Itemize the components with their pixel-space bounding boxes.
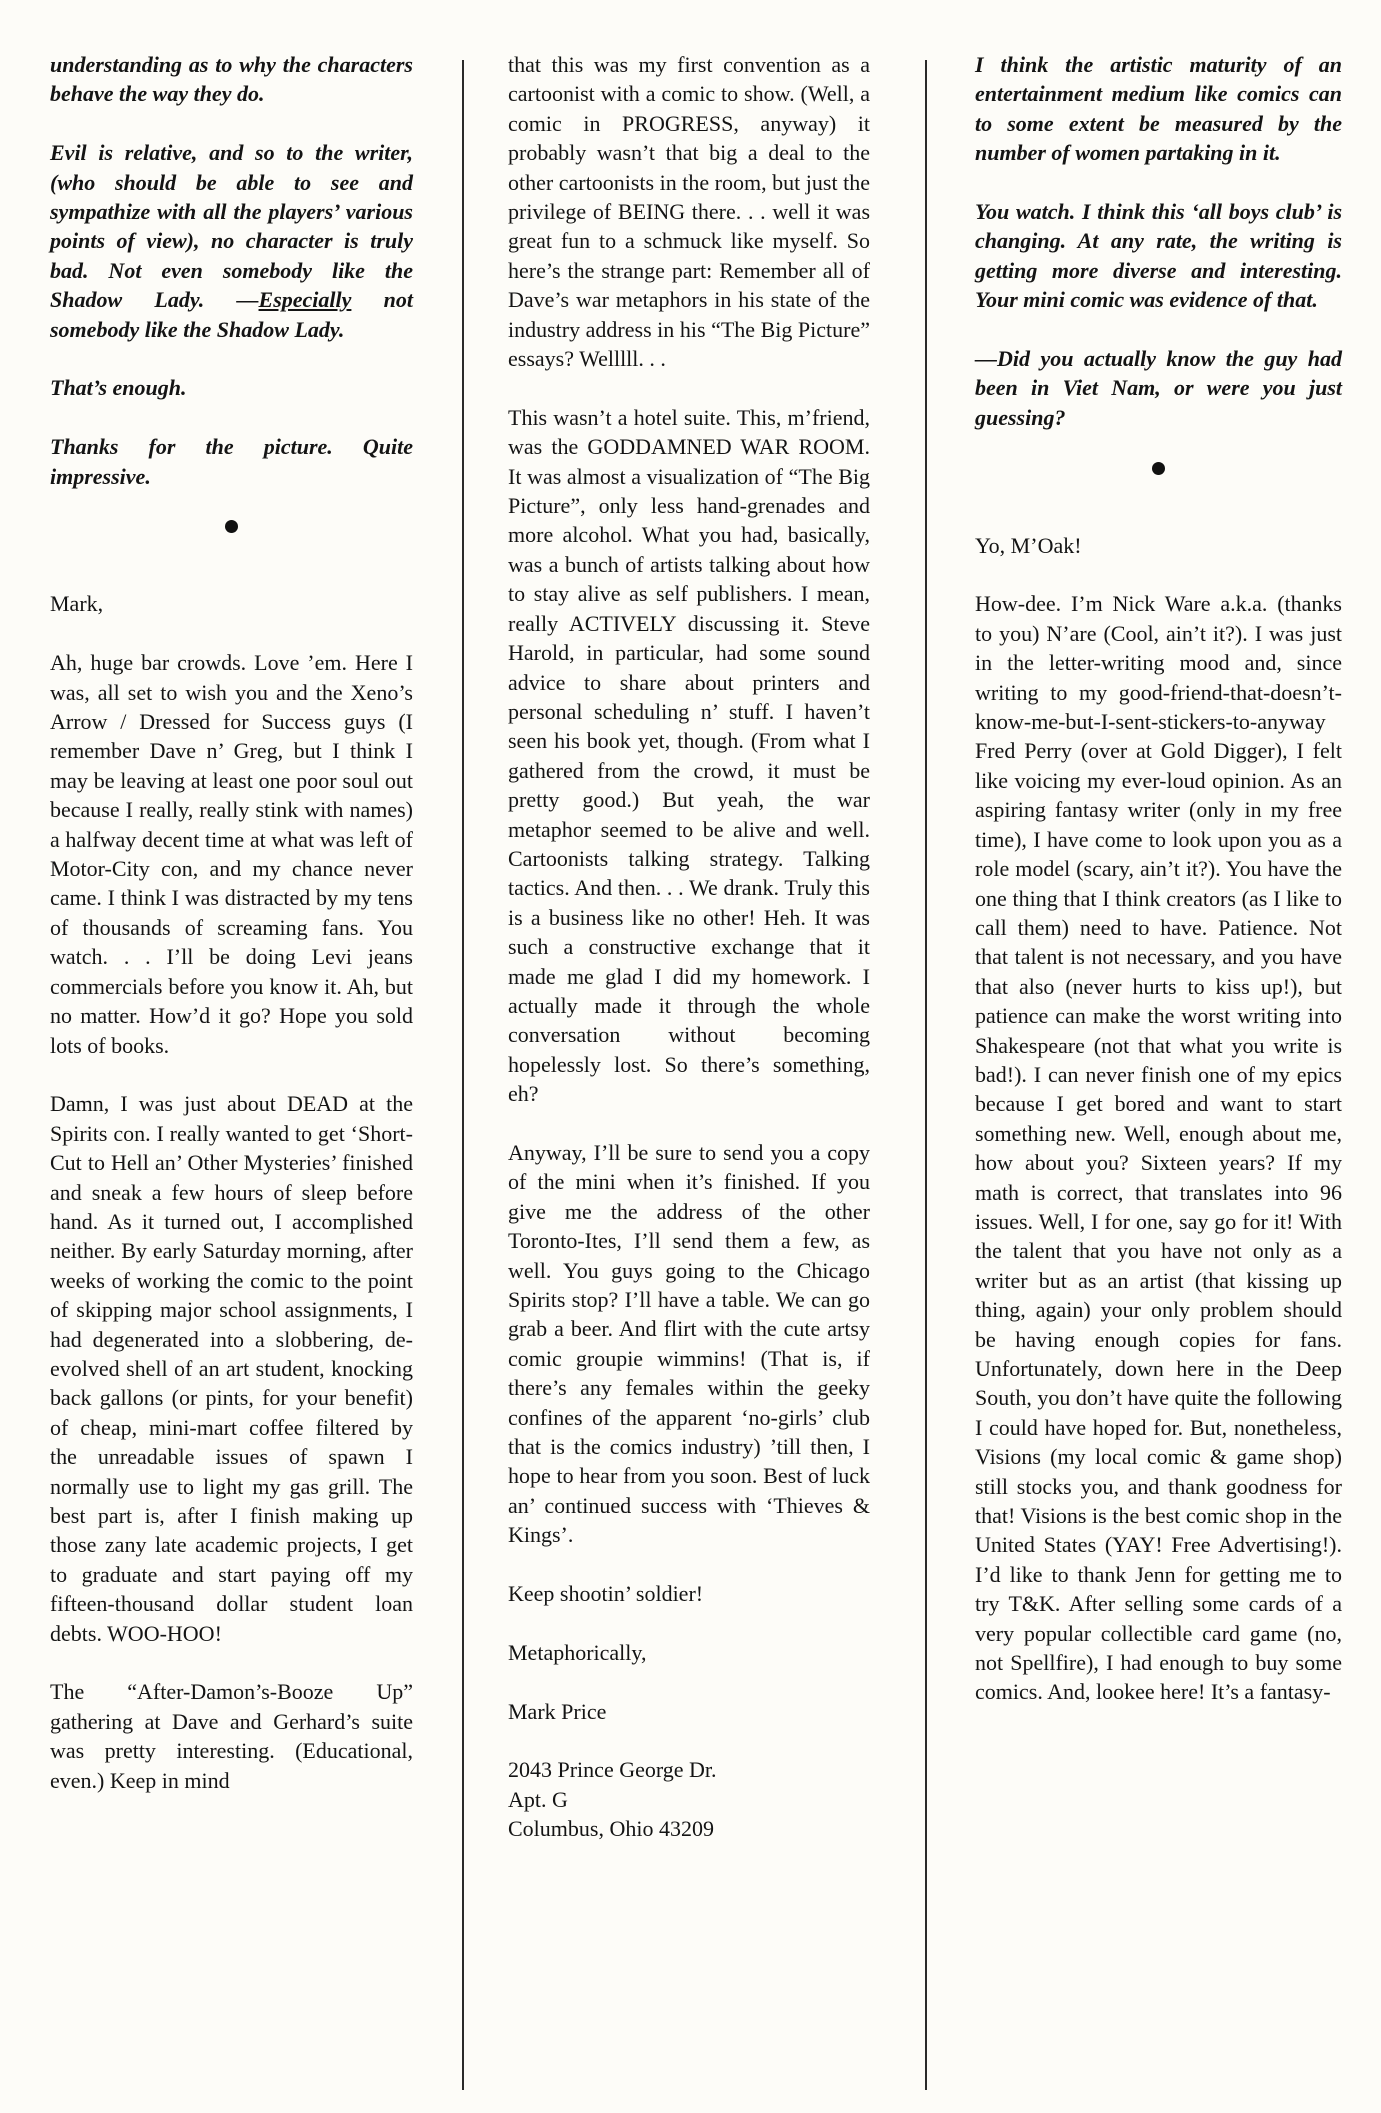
letter-closing: Keep shootin’ soldier! [508, 1581, 704, 1607]
left-column [50, 50, 413, 1824]
letter-paragraph: Anyway, I’ll be sure to send you a copy of the mini when it’s finished. If you give me the address of the other Toronto-Ites, I’ll send them a few, as well. You guys going to the Chicago Spirits stop? I’ll have a table. We can go grab a beer. And flirt with the cute artsy comic groupie wimmins! (That is, if there’s any females within the geeky confines of the apparent ‘no-girls’ club that is the comics industry) ’till then, I hope to hear from you soon. Best of luck an’ continued success with ‘Thieves & Kings’. [508, 1140, 870, 1548]
column-divider-left [462, 60, 464, 2090]
middle-column [508, 50, 870, 1873]
column-divider-right [925, 60, 927, 2090]
editor-reply-paragraph: You watch. I think this ‘all boys club’ is changing. At any rate, the writing is getting more diverse and interesting. Your mini comic was evidence of that. [975, 199, 1342, 313]
editor-reply-paragraph: That’s enough. [50, 375, 187, 401]
reply-text: Evil is relative, and so to the writer, (who should be able to see and sympathize with all the players’ various points of view), no character is truly bad. Not even somebody like the Shadow Lady. — [50, 140, 413, 313]
letter-salutation: Yo, M’Oak! [975, 532, 1082, 558]
editor-reply-paragraph: —Did you actually know the guy had been in Viet Nam, or were you just guessing? [975, 346, 1342, 430]
editor-reply-paragraph [50, 138, 413, 344]
letter-paragraph: that this was my first convention as a cartoonist with a comic to show. (Well, a comic in PROGRESS, anyway) it probably wasn’t that big a deal to the other cartoonists in the room, but just the privilege of BEING there. . . well it was great fun to a schmuck like myself. So here’s the strange part: Remember all of Dave’s war metaphors in his state of the industry address in his “The Big Picture” essays? Welllll. . . [508, 52, 870, 372]
reply-text: not somebody like the Shadow Lady. [50, 287, 413, 342]
letter-signoff: Metaphorically, [508, 1639, 647, 1665]
letter-separator-bullet [225, 520, 238, 533]
editor-reply-paragraph: understanding as to why the characters behave the way they do. [50, 52, 413, 107]
letter-separator-bullet [1152, 462, 1165, 475]
underlined-word: Especially [258, 287, 352, 313]
letter-paragraph: Damn, I was just about DEAD at the Spirits con. I really wanted to get ‘Short-Cut to Hell an’ Other Mysteries’ finished and sneak a few hours of sleep before hand. As it turned out, I accomplished neither. By early Saturday morning, after weeks of working the comic to the point of skipping major school assignments, I had degenerated into a slobbering, de-evolved shell of an art student, knocking back gallons (or pints, for your benefit) of cheap, mini-mart coffee filtered by the unreadable issues of spawn I normally use to light my gas grill. The best part is, after I finish making up those zany late academic projects, I get to graduate and start paying off my fifteen-thousand dollar student loan debts. WOO-HOO! [50, 1091, 413, 1646]
letter-paragraph: This wasn’t a hotel suite. This, m’friend, was the GODDAMNED WAR ROOM. It was almost a visualization of “The Big Picture”, only less hand-grenades and more alcohol. What you had, basically, was a bunch of artists talking about how to stay alive as self publishers. I mean, really ACTIVELY discussing it. Steve Harold, in particular, had some sound advice to share about printers and personal scheduling n’ stuff. I haven’t seen his book yet, though. (From what I gathered from the crowd, it must be pretty good.) But yeah, the war metaphor seemed to be alive and well. Cartoonists talking strategy. Talking tactics. And then. . . We drank. Truly this is a business like no other! Heh. It was such a constructive exchange that it made me glad I did my homework. I actually made it through the whole conversation without becoming hopelessly lost. So there’s something, eh? [508, 404, 870, 1107]
letter-paragraph: Ah, huge bar crowds. Love ’em. Here I was, all set to wish you and the Xeno’s Arrow / Dressed for Success guys (I remember Dave n’ Greg, but I think I may be leaving at least one poor soul out because I really, really stink with names) a halfway decent time at what was left of Motor-City con, and my chance never came. I think I was distracted by my tens of thousands of screaming fans. You watch. . . I’ll be doing Levi jeans commercials before you know it. Ah, but no matter. How’d it go? Hope you sold lots of books. [50, 650, 413, 1058]
letter-paragraph: The “After-Damon’s-Booze Up” gathering at Dave and Gerhard’s suite was pretty interesting. (Educational, even.) Keep in mind [50, 1679, 413, 1793]
editor-reply-paragraph: I think the artistic maturity of an entertainment medium like comics can to some extent be measured by the number of women partaking in it. [975, 52, 1342, 166]
letter-paragraph: How-dee. I’m Nick Ware a.k.a. (thanks to you) N’are (Cool, ain’t it?). I was just in the letter-writing mood and, since writing to my good-friend-that-doesn’t-know-me-but-I-sent-stickers-to-anyway Fred Perry (over at Gold Digger), I felt like voicing my ever-loud opinion. As an aspiring fantasy writer (only in my free time), I have come to look upon you as a role model (scary, ain’t it?). You have the one thing that I think creators (as I like to call them) need to have. Patience. Not that talent is not necessary, and you have that also (never hurts to kiss up!), but patience can make the worst writing into Shakespeare (not that what you write is bad!). I can never finish one of my epics because I get bored and want to start something new. Well, enough about me, how about you? Sixteen years? If my math is correct, that translates into 96 issues. Well, I for one, say go for it! With the talent that you have not only as a writer but as an artist (that kissing up thing, again) your only problem should be having enough copies for fans. Unfortunately, down here in the Deep South, you don’t have quite the following I could have hoped for. But, nonetheless, Visions (my local comic & game shop) still stocks you, and thank goodness for that! Visions is the best comic shop in the United States (YAY! Free Advertising!). I’d like to thank Jenn for getting me to try T&K. After selling some cards of a very popular collectible card game (no, not Spellfire), I had enough to buy some comics. And, lookee here! It’s a fantasy- [975, 591, 1342, 1705]
editor-reply-paragraph: Thanks for the picture. Quite impressive. [50, 434, 413, 489]
right-column [975, 50, 1342, 1736]
letter-salutation: Mark, [50, 591, 104, 617]
letter-address: 2043 Prince George Dr. Apt. G Columbus, Ohio 43209 [508, 1757, 717, 1842]
letter-signature: Mark Price [508, 1698, 607, 1724]
